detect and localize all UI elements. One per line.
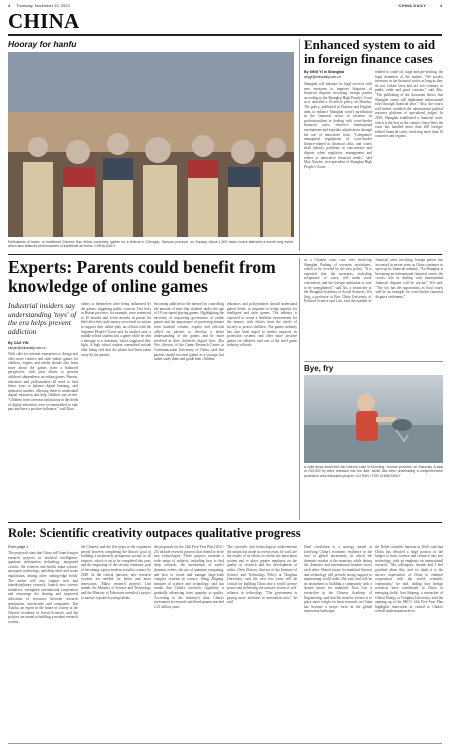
games-col-2: others or themselves after being influenced by the games, triggering public concern. Two boys in Hunan province, for example, were sentenced to 10 months and seven months in prison for theft after they stole money on several occasions to support their online play, an official with the Supreme People's Court said. In another case, a middle school student lost a game while he sent a message to a classmate, which suggested they fight. A high school student committed suicide after being told that the phone had been taken away by his parents. — [81, 302, 151, 357]
forex-headline: Enhanced system to aid in foreign finance cases — [304, 37, 436, 66]
paper-name: CHINA DAILY — [398, 3, 426, 8]
bye-fry-caption: A child drops small fish into Dianchi Lake in Kunming, Yunnan province, on Saturday. A total of 230,000 fry were released into the lake, which has been undertaking a comprehensive protection and restoration project. LIU RAN / FOR CHINA DAILY — [304, 465, 443, 478]
games-col-1: With calls for internet enterprises to design and offer more creative and safer online games for children, experts and adults should also learn more about the games from a balanced perspective, with joint efforts to prevent children's dependence on online games. Parents, educators and policymakers all need to find better ways to balance digital learning, said industrial insiders, allowing them to understand digital education and help children stay active. "Children from overseas institutions in the fields of digital education were recommended to take part and have a positive influence," said Zhao. — [8, 352, 78, 412]
hanfu-kicker: Hooray for hanfu — [8, 39, 77, 49]
hanfu-crowd-image — [8, 52, 294, 237]
ai-col-5: Dual circulation is a strategy aimed at fortifying China's economic resilience in the face of global uncertainty, in which the domestic market is the mainstay while letting the domestic and international markets boost each other. Shared future for mankind Science and technology will provide strong support to maintaining world order, Dai said, and will be an instrument to building a community with a shared future for mankind. Xiao Lin, a researcher at the Chinese Academy of Engineering, said that the trend in science is to place more weight on basic research, as China has become a major force in the global innovation landscape. — [304, 545, 372, 614]
forex-byline-name: By XING YI in Shanghai — [304, 70, 345, 74]
lower-section-rule — [8, 522, 442, 523]
header-rule — [8, 34, 442, 36]
forex-col-4: as a Chinese court case tries involving Shanghai Pudong of overseas institutions, which to be covered by the new policy. "It is expected that the measures, including acceptance of cases, will make more convenient, and the foreign institution is sure to be strengthened," said Xu, a researcher at the Shanghai Academy of Social Sciences. Wu Jing, a professor at East China University of Political Science and Law, said the number of financial cases involving foreign parties has increased in recent years as China continues to open up its financial industry. "As Shanghai is becoming an international financial center, the court's role in dealing with international financial disputes will be crucial," Wu said. "The city has the opportunity, as local courts will be an example for cross-border financial disputes settlement." — [304, 258, 443, 304]
forex-col-1: Shanghai will enhance its legal services with new measures to improve litigation of financial disputes involving foreign parties according to the Shanghai High People's Court as it unveiled a 10-article policy on Monday. The policy, published in Chinese and English, aims to enhance Shanghai court's jurisdiction in the financial sector to increase its professionalism in dealing with cross-border financial cases, reinforce international mechanisms and expedite adjudication through the use of innovative tools. "Companies' managerial regulations in cross-border finance-related in financial risks, and courts shall identify problems in concurrence and dispute when regulatory management and relates to innovative financial trends," said Mao Xiaofei, vice-president of Shanghai High People's Court. — [304, 82, 372, 169]
games-byline-email: caoyin@chinadaily.com.cn — [8, 345, 46, 350]
section-title: CHINA — [8, 9, 80, 33]
ai-from-page: From page 1 — [8, 545, 29, 549]
bye-fry-top-rule — [304, 361, 443, 362]
upper-section-rule — [8, 254, 442, 255]
footer-rule — [8, 743, 442, 744]
games-headline: Experts: Parents could benefit from knowledge of online games — [8, 257, 276, 296]
ai-headline: Role: Scientific creativity outpaces qualitative progress — [8, 526, 301, 540]
hanfu-caption: Enthusiasts of hanfu, or traditional Chinese Han ethnic costumes, gather for a festival in Chengdu, Sichuan province, on Sunday. About 1,000 hanfu lovers attended a month-long event, which also featured performances of traditional art forms. CHINA DAILY — [8, 240, 294, 249]
forex-divider — [299, 39, 300, 251]
ai-col-3: the proposals for the 14th Five-Year Plan (2021-25) include research projects that intend to drive new technologies. Three projects examine a wide range of subjects, including how to find deep research, the mechanism of earth's dynamic events, the use of quantum computing, and how to create and manage large-scale complex systems in science. Wang Zhigang, minister of science and technology, said last month that China's scientific capability is gradually advancing from quantity to quality. According to the ministry's data, China's investment in research and development reached 2.21 trillion yuan. — [154, 545, 224, 609]
ai-col-4: The scientific and technological achievements the nation has made in recent years, he said, are the results of its efforts to reform the innovation system and to place greater emphasis on the quality of research and the development of talent. Chen Zhiwen, director of the Institute of Science and Technology Policy at Tsinghua University, said the next few years will be critical for building China into a world science power and delivering the nation's vision of self-reliance in technology. "The government is paying more attention to innovation now," he said. — [227, 545, 297, 605]
bye-fry-headline: Bye, fry — [304, 364, 334, 373]
games-subhead: Industrial insiders say understanding 'toys' of the era helps prevent addiction — [8, 301, 77, 336]
page-number-right: 4 — [439, 3, 442, 8]
ai-col-6: the Nobel scientific laureate in 2020, said that China has devoted a large portion of the budget to basic science and research into key technology, with an emphasis on international research. "My colleagues, friends and I feel gratified about this, and we think it is the sincere expectation of China to enhance cooperation with the world scientific community," he said, adding that foreign scientists have contributed to China in emerging fields. Sun Shipeng, a researcher of Global Energy at Tsinghua University, said the opening up of the PRC's 14th Five-Year Plan highlights innovation as central to China's overall modernization drive. — [375, 545, 443, 614]
forex-col-3: related to crude oil, stage and pre-settling, the legal treatment of the market. "We protect investors in the financial sector as long as they do not violate laws and are not contrary to public order and good customs," said Zhu. "The publishing of the document shows that Shanghai courts will implement international rules through financial laws." Also, the courts will further establish the international judicial resource platform of specialized judges. In 2018, Shanghai established a financial court, which is the first in the country. Since then, the court has handled more than 200 foreign-related financial cases, involving more than 10 countries and regions. — [375, 70, 443, 139]
games-col-3: becoming addicted to the internet by controlling the amount of time that students under the age of 18 can spend playing games. Highlighting the necessity of improving governance of online games and the importance of protecting minors from harmful content, experts and officials called on parents to develop a better understanding of the games and be more involved in their children's digital lives. Zhu Wei, director of the Game Research Center at Communication University of China, said that parents should not treat games as a scourge, but rather study them and guide their children. — [154, 302, 224, 362]
games-byline — [8, 341, 78, 350]
bye-fry-photo — [304, 375, 443, 463]
page-number: 4 — [8, 3, 11, 8]
games-byline-name: By CAO YIN — [8, 341, 29, 345]
ai-col-2: the Chinese, and the five years to the expiration period between completing the historic goal of building a moderately prosperous society in all respects, which is set to be completed this year, and the beginning of the second centenary goal of becoming a great modern socialist country by 2049. In the critical juncture, new research systems are needed for better and more innovation. 'Major research projects' Last month, the Ministry of Science and Technology and the Ministry of Education unveiled a project to nurture top-notch young talents. — [81, 545, 151, 600]
games-col-4: educators and policymakers should understand games better, in response to rising requests for intelligent and safer games. The industry is expected to create a healthier environment for the minors, with efforts from the whole of society to protect children. The games industry has also been urged to further improve its protection systems and offer more positive games for children, said one of the chief game industry officials. — [227, 302, 297, 348]
child-releasing-fish-image — [304, 375, 443, 463]
hanfu-photo — [8, 52, 294, 237]
forex-byline-email: xingyi@chinadaily.com.cn — [304, 74, 341, 79]
issue-date: Thursday, November 23, 2023 — [16, 3, 70, 8]
forex-byline — [304, 70, 372, 79]
right-col-divider — [299, 258, 300, 520]
ai-col-1: The proposals state that China will launch major research projects in artificial intelligence, quantum information technology, integrated circuits, life sciences and health, brain science, aerospace technology, and deep earth and ocean exploration, among other cutting-edge fields. The nation will also support new and interdisciplinary research, launch new science initiatives, strengthen international cooperation and encourage the sharing and improved allocation of resources between research institutions, universities and companies. Dai Xiaohu, an expert in the future of society at the Chinese Academy of Social Sciences, said the policies are aimed at building a modern research system. — [8, 551, 78, 624]
